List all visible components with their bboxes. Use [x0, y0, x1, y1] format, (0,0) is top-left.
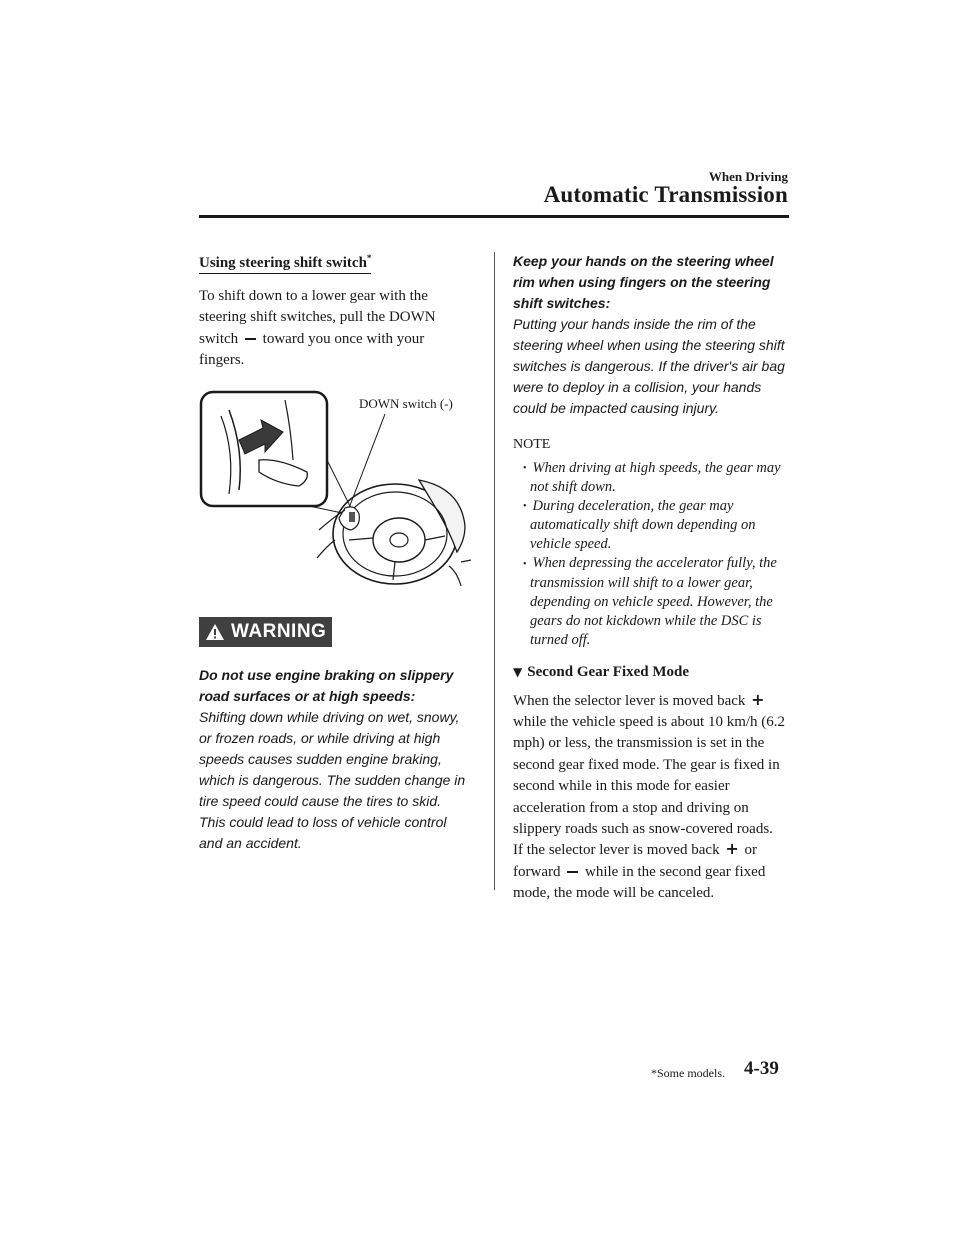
para-text-1: To shift down to a lower gear with the steering shift switches, pull the DOWN switch [199, 288, 436, 347]
second-gear-heading [513, 664, 789, 681]
header-rule [199, 215, 789, 218]
bullet-icon: • [523, 501, 527, 513]
note-label: NOTE [513, 437, 551, 452]
bullet-icon: • [523, 463, 527, 475]
footer-note: *Some models. [651, 1066, 725, 1080]
warning-body: Shifting down while driving on wet, snowy, or frozen roads, or while driving at high speeds causes sudden engine braking, which is dangerous. The sudden change in tire speed could cause the tires to skid. This could lead to loss of vehicle control and an accident. [199, 708, 466, 851]
note-item [523, 554, 789, 649]
note-item [523, 497, 789, 554]
triangle-down-icon: ▼ [513, 664, 523, 679]
note-item [523, 459, 789, 497]
some-models-mark: * [366, 253, 372, 263]
column-divider [494, 252, 495, 890]
plus-icon: + [725, 839, 739, 859]
steering-wheel-illustration [199, 390, 479, 595]
warning-label [199, 617, 332, 647]
steering-wheel-drawing [199, 390, 479, 595]
bullet-icon: • [523, 558, 527, 570]
p1-text-b: while the vehicle speed is about 10 km/h (6.2 mph) or less, the transmission is set in the second gear fixed mode. The gear is fixed in second while in this mode for easier acceleration from a stop and driving on slippery roads such as snow-covered roads. [513, 713, 786, 837]
right-column [513, 251, 789, 905]
plus-icon: + [751, 689, 765, 709]
p2-text-a: If the selector lever is moved back [513, 842, 720, 859]
minus-icon [567, 871, 578, 873]
warning-triangle-icon [205, 623, 225, 641]
p2-text-c: while in the second gear fixed mode, the mode will be canceled. [513, 863, 766, 902]
p1-text-a: When the selector lever is moved back [513, 692, 746, 709]
minus-icon [245, 338, 256, 340]
section-title: Automatic Transmission [543, 182, 788, 207]
subhead-text: Using steering shift switch [199, 255, 367, 271]
caution-body: Putting your hands inside the rim of the steering wheel when using the steering shift switches is dangerous. If the driver's air bag were to deploy in a collision, your hands could be impacted causing injury. [513, 316, 785, 416]
second-gear-paragraph-1 [513, 691, 789, 841]
down-switch-callout: DOWN switch (-) [359, 395, 453, 411]
subhead-steering-shift [199, 253, 371, 274]
warning-label-text: WARNING [231, 620, 327, 642]
warning-heading: Do not use engine braking on slippery road surfaces or at high speeds: [199, 666, 454, 704]
warning-box [199, 617, 471, 854]
para-text-2: toward you once with your fingers. [199, 330, 425, 369]
section-small-heading: When Driving [708, 169, 788, 184]
second-gear-title: Second Gear Fixed Mode [527, 663, 690, 680]
note-text: When depressing the accelerator fully, the transmission will shift to a lower gear, depending on vehicle speed. However, the gears do not kickdown while the DSC is turned off. [530, 555, 777, 648]
second-gear-paragraph-2 [513, 840, 789, 904]
shift-down-paragraph [199, 286, 471, 372]
caution-heading: Keep your hands on the steering wheel rim when using fingers on the steering shift switches: [513, 253, 774, 311]
note-text: When driving at high speeds, the gear may not shift down. [530, 460, 781, 496]
note-text: During deceleration, the gear may automatically shift down depending on vehicle speed. [530, 498, 756, 553]
left-column [199, 253, 471, 854]
p2-text-b: or forward [513, 842, 757, 880]
page-number: 4-39 [744, 1058, 779, 1079]
